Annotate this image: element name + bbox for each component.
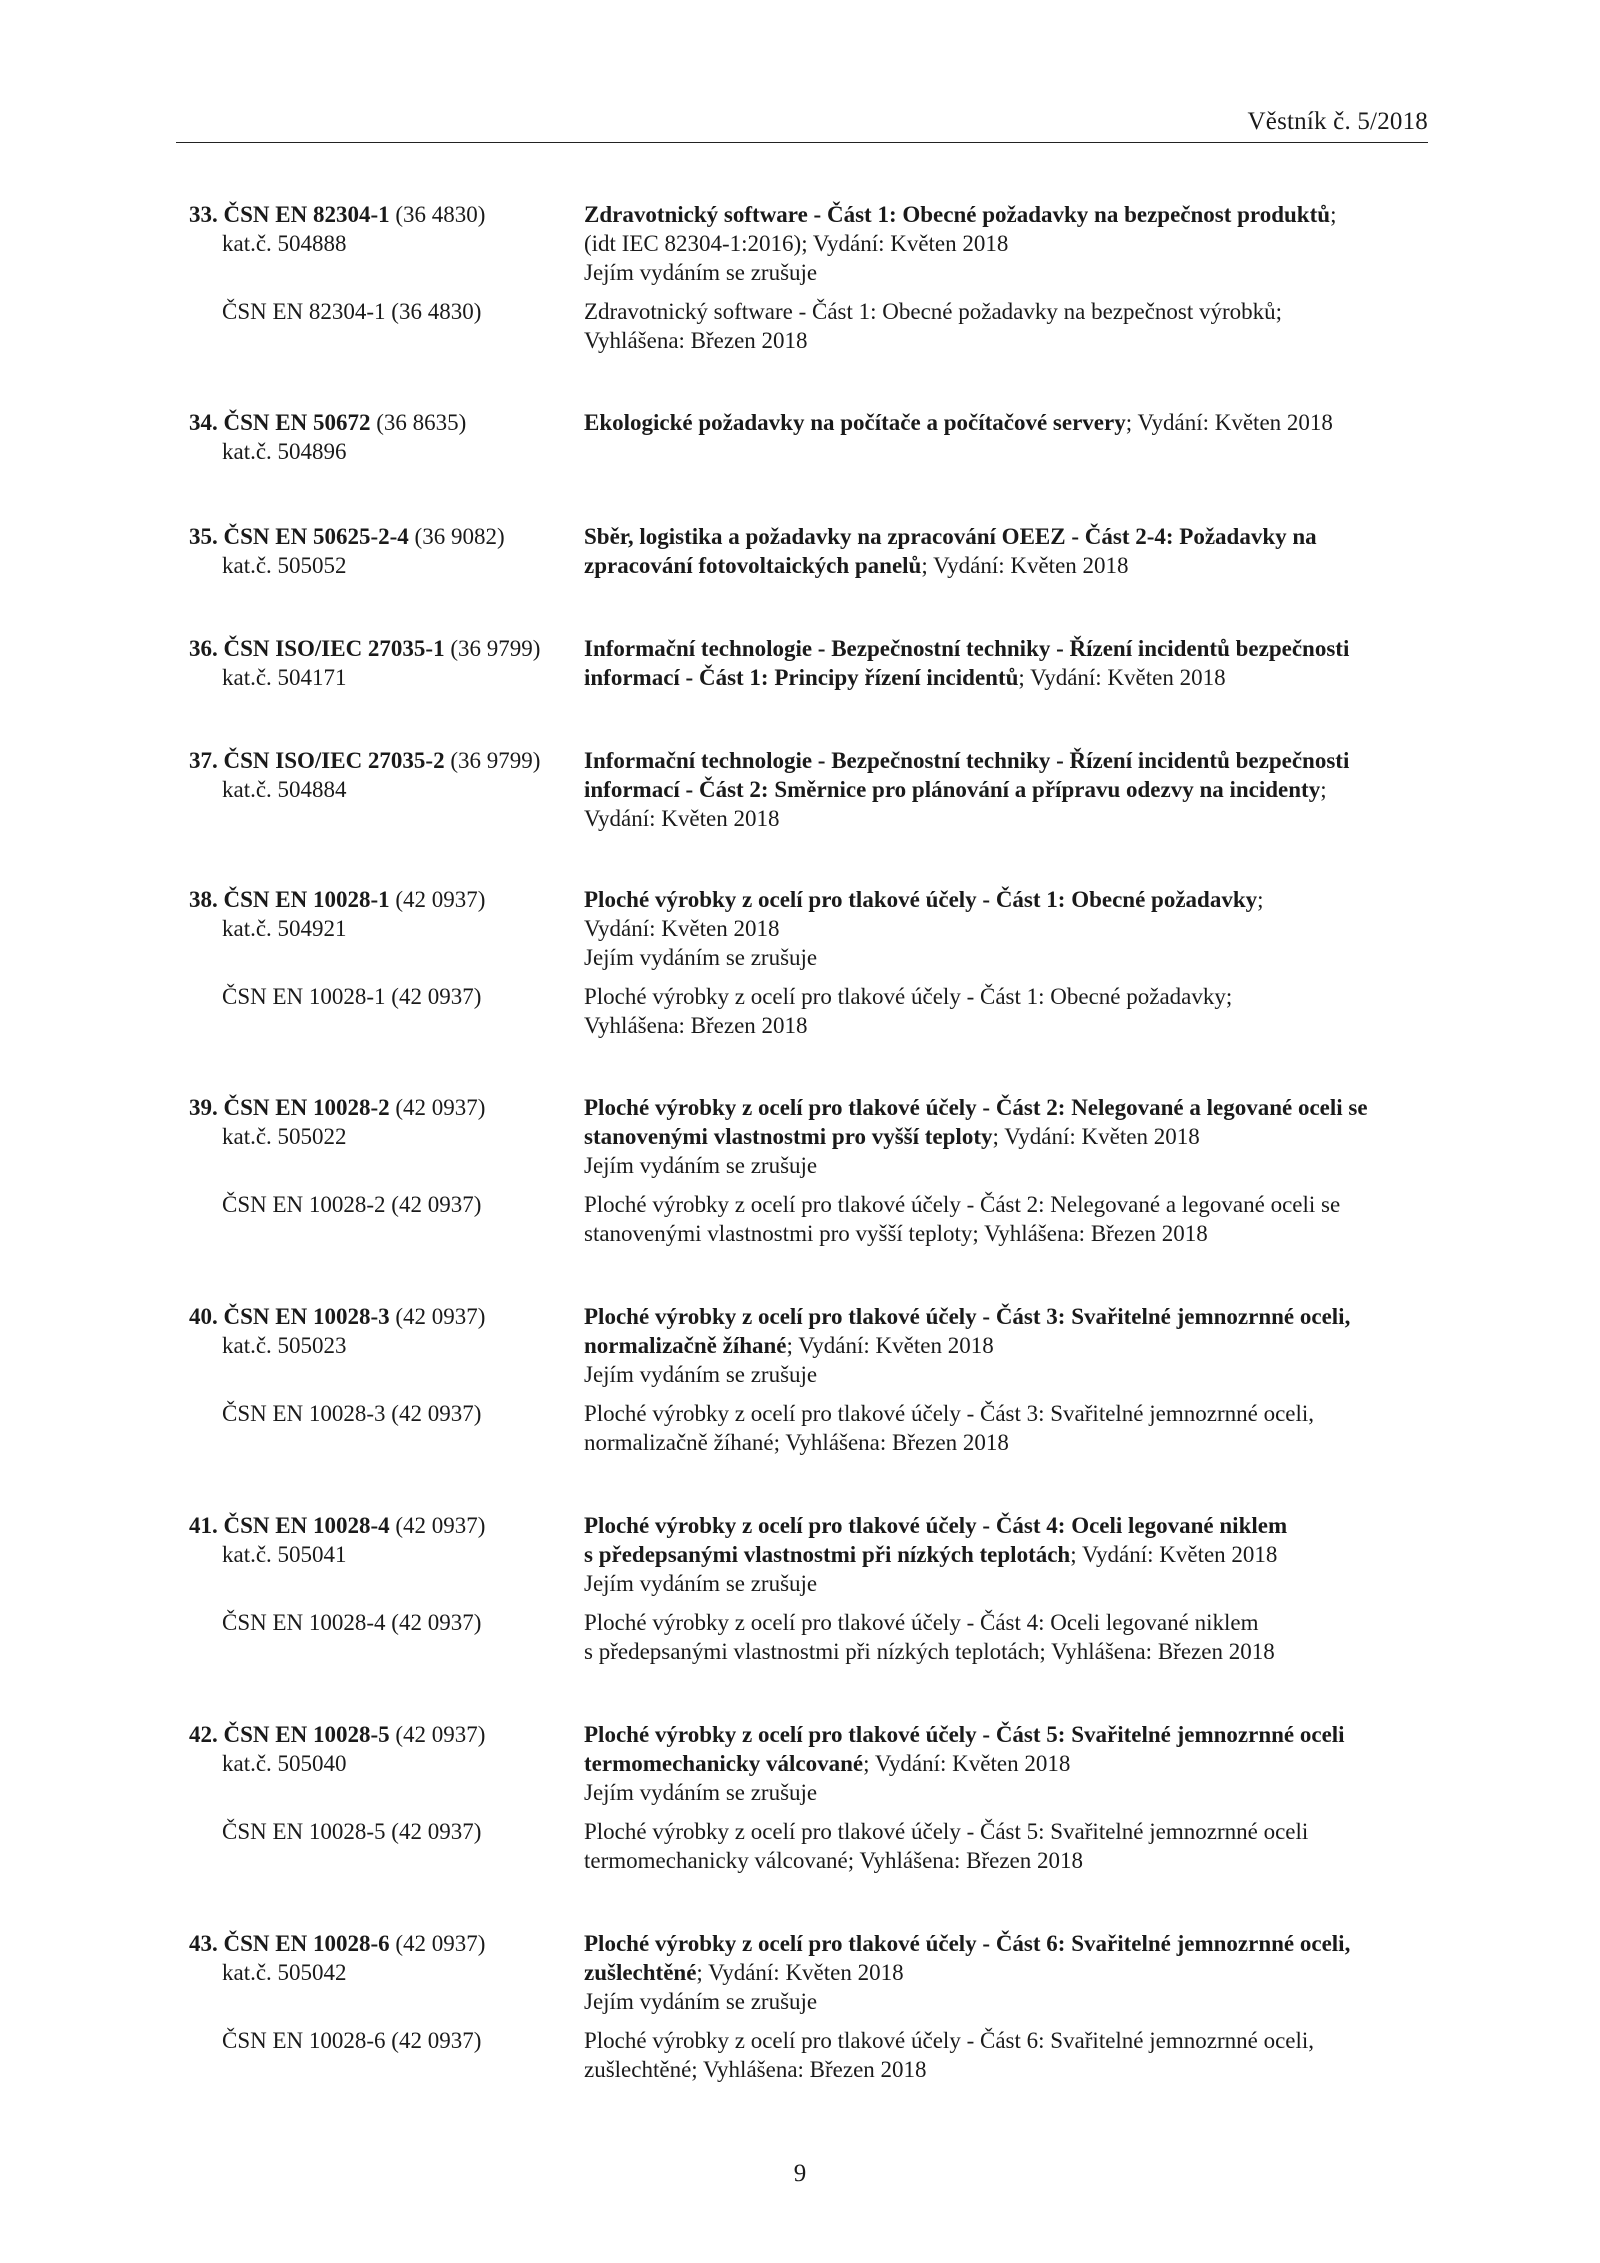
classification-code: (42 0937)	[389, 887, 486, 912]
standard-title-line	[584, 551, 1129, 580]
standard-designation	[189, 1720, 485, 1749]
entry-row	[0, 229, 1600, 258]
standard-code: ČSN EN 10028-5	[223, 1722, 390, 1747]
standard-title: Informační technologie - Bezpečnostní techniky - Řízení incidentů bezpečnosti	[584, 748, 1350, 773]
cancels-note: Jejím vydáním se zrušuje	[584, 1989, 818, 2014]
entry-row	[0, 1190, 1600, 1219]
replaced-standard-code: ČSN EN 82304-1 (36 4830)	[222, 299, 482, 324]
standard-title: zpracování fotovoltaických panelů	[584, 553, 922, 578]
entry-row	[0, 634, 1600, 663]
standard-entry	[0, 200, 1600, 355]
standard-entry	[0, 634, 1600, 692]
entry-spacer	[0, 1807, 1600, 1817]
standard-title: Sběr, logistika a požadavky na zpracování OEEZ - Část 2-4: Požadavky na	[584, 524, 1317, 549]
standard-entry	[0, 1929, 1600, 2084]
standard-title: Informační technologie - Bezpečnostní techniky - Řízení incidentů bezpečnosti	[584, 636, 1350, 661]
entry-row	[0, 914, 1600, 943]
entry-row	[0, 522, 1600, 551]
entry-row	[0, 408, 1600, 437]
entry-number: 40.	[189, 1304, 218, 1329]
standard-code: ČSN EN 10028-2	[223, 1095, 390, 1120]
standard-title-line	[584, 1331, 994, 1360]
entry-row	[0, 1817, 1600, 1846]
edition-info: ; Vydání: Květen 2018	[992, 1124, 1200, 1149]
catalog-number: kat.č. 505042	[222, 1960, 347, 1985]
catalog-number: kat.č. 504921	[222, 916, 347, 941]
standard-title-line	[584, 1093, 1368, 1122]
edition-info: ; Vydání: Květen 2018	[863, 1751, 1071, 1776]
cancels-note: Jejím vydáním se zrušuje	[584, 1571, 818, 1596]
entry-row	[0, 943, 1600, 972]
replaced-standard-title: termomechanicky válcované; Vyhlášena: Březen 2018	[584, 1848, 1084, 1873]
replaced-standard-title: Ploché výrobky z ocelí pro tlakové účely - Část 5: Svařitelné jemnozrnné oceli	[584, 1819, 1309, 1844]
entry-row	[0, 1720, 1600, 1749]
entry-row	[0, 1637, 1600, 1666]
replaced-standard-title: Vyhlášena: Březen 2018	[584, 1013, 808, 1038]
page-number: 9	[793, 2160, 807, 2187]
edition-info: ; Vydání: Květen 2018	[1125, 410, 1333, 435]
standard-code: ČSN EN 10028-6	[223, 1931, 390, 1956]
replaced-standard-title: stanovenými vlastnostmi pro vyšší teploty; Vyhlášena: Březen 2018	[584, 1221, 1208, 1246]
entry-row	[0, 326, 1600, 355]
edition-info: ; Vydání: Květen 2018	[1018, 665, 1226, 690]
entry-row	[0, 1608, 1600, 1637]
entry-row	[0, 1929, 1600, 1958]
entry-row	[0, 297, 1600, 326]
replaced-standard-code: ČSN EN 10028-6 (42 0937)	[222, 2028, 482, 2053]
standard-title: Zdravotnický software - Část 1: Obecné požadavky na bezpečnost produktů	[584, 202, 1331, 227]
entry-number: 42.	[189, 1722, 218, 1747]
catalog-number: kat.č. 505041	[222, 1542, 347, 1567]
standard-entry	[0, 885, 1600, 1040]
standard-title: Ploché výrobky z ocelí pro tlakové účely - Část 3: Svařitelné jemnozrnné oceli,	[584, 1304, 1351, 1329]
replaced-standard-code: ČSN EN 10028-4 (42 0937)	[222, 1610, 482, 1635]
standard-entry	[0, 522, 1600, 580]
replaced-standard-title: normalizačně žíhané; Vyhlášena: Březen 2018	[584, 1430, 1009, 1455]
replaced-standard-title: Ploché výrobky z ocelí pro tlakové účely - Část 1: Obecné požadavky;	[584, 984, 1233, 1009]
standard-title: Ekologické požadavky na počítače a počítačové servery	[584, 410, 1126, 435]
classification-code: (42 0937)	[389, 1304, 486, 1329]
entry-spacer	[0, 1389, 1600, 1399]
entry-number: 39.	[189, 1095, 218, 1120]
standard-code: ČSN EN 10028-4	[223, 1513, 390, 1538]
cancels-note: Jejím vydáním se zrušuje	[584, 945, 818, 970]
entry-spacer	[0, 1598, 1600, 1608]
classification-code: (36 8635)	[370, 410, 467, 435]
entry-spacer	[0, 2016, 1600, 2026]
entry-spacer	[0, 972, 1600, 982]
standard-title: Ploché výrobky z ocelí pro tlakové účely - Část 1: Obecné požadavky	[584, 887, 1258, 912]
standard-title-line	[584, 522, 1317, 551]
standard-designation	[189, 634, 540, 663]
replaced-standard-title: Ploché výrobky z ocelí pro tlakové účely - Část 6: Svařitelné jemnozrnné oceli,	[584, 2028, 1315, 2053]
entry-row	[0, 663, 1600, 692]
entry-row	[0, 804, 1600, 833]
entry-row	[0, 1540, 1600, 1569]
replaced-standard-code: ČSN EN 10028-1 (42 0937)	[222, 984, 482, 1009]
standard-designation	[189, 1929, 485, 1958]
entry-spacer	[0, 1180, 1600, 1190]
standard-title-line	[584, 885, 1264, 914]
standard-code: ČSN EN 50672	[223, 410, 371, 435]
entry-row	[0, 258, 1600, 287]
entry-row	[0, 1399, 1600, 1428]
entry-number: 37.	[189, 748, 218, 773]
replaced-standard-code: ČSN EN 10028-2 (42 0937)	[222, 1192, 482, 1217]
entry-row	[0, 1511, 1600, 1540]
classification-code: (36 4830)	[389, 202, 486, 227]
standard-designation	[189, 408, 466, 437]
standard-entry	[0, 1720, 1600, 1875]
edition-info: ; Vydání: Květen 2018	[1070, 1542, 1278, 1567]
entry-number: 38.	[189, 887, 218, 912]
standard-designation	[189, 1511, 485, 1540]
standard-title: termomechanicky válcované	[584, 1751, 864, 1776]
page-header: Věstník č. 5/2018	[176, 108, 1428, 143]
standard-code: ČSN ISO/IEC 27035-2	[223, 748, 445, 773]
standard-title: stanovenými vlastnostmi pro vyšší teploty	[584, 1124, 993, 1149]
entry-row	[0, 437, 1600, 466]
classification-code: (42 0937)	[389, 1513, 486, 1538]
classification-code: (42 0937)	[389, 1722, 486, 1747]
entry-row	[0, 1331, 1600, 1360]
entry-row	[0, 1569, 1600, 1598]
standard-designation	[189, 746, 540, 775]
standard-designation	[189, 885, 485, 914]
standard-title-line	[584, 1122, 1200, 1151]
standard-entry	[0, 1093, 1600, 1248]
entry-number: 41.	[189, 1513, 218, 1538]
catalog-number: kat.č. 505022	[222, 1124, 347, 1149]
standard-title-line	[584, 200, 1336, 229]
standard-entry	[0, 1302, 1600, 1457]
standard-code: ČSN EN 10028-3	[223, 1304, 390, 1329]
entry-row	[0, 982, 1600, 1011]
entry-number: 33.	[189, 202, 218, 227]
entry-spacer	[0, 287, 1600, 297]
standard-title-line	[584, 1720, 1345, 1749]
edition-info: (idt IEC 82304-1:2016); Vydání: Květen 2018	[584, 231, 1009, 256]
catalog-number: kat.č. 505052	[222, 553, 347, 578]
standard-title-line	[584, 746, 1349, 775]
catalog-number: kat.č. 505023	[222, 1333, 347, 1358]
entry-row	[0, 1360, 1600, 1389]
catalog-number: kat.č. 504884	[222, 777, 347, 802]
standard-title: normalizačně žíhané	[584, 1333, 787, 1358]
standard-title: informací - Část 2: Směrnice pro plánování a přípravu odezvy na incidenty	[584, 777, 1321, 802]
standard-title: Ploché výrobky z ocelí pro tlakové účely - Část 6: Svařitelné jemnozrnné oceli,	[584, 1931, 1351, 1956]
edition-info: Vydání: Květen 2018	[584, 806, 780, 831]
standard-title: Ploché výrobky z ocelí pro tlakové účely - Část 4: Oceli legované niklem	[584, 1513, 1288, 1538]
entry-number: 36.	[189, 636, 218, 661]
edition-info: ; Vydání: Květen 2018	[786, 1333, 994, 1358]
entry-row	[0, 1749, 1600, 1778]
entry-row	[0, 1428, 1600, 1457]
replaced-standard-code: ČSN EN 10028-5 (42 0937)	[222, 1819, 482, 1844]
standard-entry	[0, 746, 1600, 833]
entry-row	[0, 551, 1600, 580]
cancels-note: Jejím vydáním se zrušuje	[584, 1362, 818, 1387]
standard-code: ČSN ISO/IEC 27035-1	[223, 636, 445, 661]
replaced-standard-title: Ploché výrobky z ocelí pro tlakové účely - Část 3: Svařitelné jemnozrnné oceli,	[584, 1401, 1315, 1426]
standard-title: zušlechtěné	[584, 1960, 697, 1985]
entry-row	[0, 1122, 1600, 1151]
replaced-standard-title: Ploché výrobky z ocelí pro tlakové účely - Část 4: Oceli legované niklem	[584, 1610, 1259, 1635]
standard-title: Ploché výrobky z ocelí pro tlakové účely - Část 2: Nelegované a legované oceli se	[584, 1095, 1368, 1120]
entry-row	[0, 2026, 1600, 2055]
standard-designation	[189, 200, 485, 229]
replaced-standard-code: ČSN EN 10028-3 (42 0937)	[222, 1401, 482, 1426]
standard-designation	[189, 1093, 485, 1122]
standard-title: Ploché výrobky z ocelí pro tlakové účely - Část 5: Svařitelné jemnozrnné oceli	[584, 1722, 1345, 1747]
edition-info: ; Vydání: Květen 2018	[696, 1960, 904, 1985]
standard-title-line	[584, 1540, 1277, 1569]
classification-code: (42 0937)	[389, 1931, 486, 1956]
catalog-number: kat.č. 504896	[222, 439, 347, 464]
entry-row	[0, 2055, 1600, 2084]
classification-code: (36 9799)	[444, 636, 541, 661]
standard-title-line	[584, 663, 1226, 692]
catalog-number: kat.č. 505040	[222, 1751, 347, 1776]
edition-info: ;	[1330, 202, 1337, 227]
entry-row	[0, 1846, 1600, 1875]
entry-row	[0, 885, 1600, 914]
entry-number: 34.	[189, 410, 218, 435]
standard-entry	[0, 408, 1600, 466]
standard-title-line	[584, 1749, 1070, 1778]
standard-title-line	[584, 1302, 1350, 1331]
standard-title: informací - Část 1: Principy řízení incidentů	[584, 665, 1019, 690]
entry-row	[0, 775, 1600, 804]
standard-entry	[0, 1511, 1600, 1666]
catalog-number: kat.č. 504888	[222, 231, 347, 256]
standard-title-line	[584, 1958, 904, 1987]
replaced-standard-title: Zdravotnický software - Část 1: Obecné požadavky na bezpečnost výrobků;	[584, 299, 1283, 324]
standard-code: ČSN EN 82304-1	[223, 202, 390, 227]
classification-code: (42 0937)	[389, 1095, 486, 1120]
standard-title-line	[584, 914, 779, 943]
cancels-note: Jejím vydáním se zrušuje	[584, 1780, 818, 1805]
entry-row	[0, 1302, 1600, 1331]
replaced-standard-title: Vyhlášena: Březen 2018	[584, 328, 808, 353]
entry-row	[0, 746, 1600, 775]
edition-info: ; Vydání: Květen 2018	[921, 553, 1129, 578]
replaced-standard-title: s předepsanými vlastnostmi při nízkých teplotách; Vyhlášena: Březen 2018	[584, 1639, 1275, 1664]
entry-row	[0, 1778, 1600, 1807]
entry-row	[0, 1958, 1600, 1987]
replaced-standard-title: Ploché výrobky z ocelí pro tlakové účely - Část 2: Nelegované a legované oceli se	[584, 1192, 1341, 1217]
standard-title-line	[584, 804, 779, 833]
entry-number: 43.	[189, 1931, 218, 1956]
catalog-number: kat.č. 504171	[222, 665, 347, 690]
standard-title-line	[584, 634, 1349, 663]
entry-row	[0, 200, 1600, 229]
cancels-note: Jejím vydáním se zrušuje	[584, 1153, 818, 1178]
standard-title-line	[584, 775, 1327, 804]
entry-row	[0, 1987, 1600, 2016]
edition-info: Vydání: Květen 2018	[584, 916, 780, 941]
standard-designation	[189, 522, 505, 551]
entry-row	[0, 1219, 1600, 1248]
edition-info: ;	[1257, 887, 1264, 912]
standard-code: ČSN EN 10028-1	[223, 887, 390, 912]
entry-number: 35.	[189, 524, 218, 549]
entry-row	[0, 1011, 1600, 1040]
standard-title-line	[584, 1929, 1350, 1958]
entry-row	[0, 1093, 1600, 1122]
standard-title: s předepsanými vlastnostmi při nízkých teplotách	[584, 1542, 1071, 1567]
edition-info: ;	[1320, 777, 1327, 802]
classification-code: (36 9799)	[444, 748, 541, 773]
standard-title-line	[584, 229, 1008, 258]
standard-title-line	[584, 408, 1333, 437]
cancels-note: Jejím vydáním se zrušuje	[584, 260, 818, 285]
standard-title-line	[584, 1511, 1287, 1540]
classification-code: (36 9082)	[408, 524, 505, 549]
standard-designation	[189, 1302, 485, 1331]
entry-row	[0, 1151, 1600, 1180]
standard-code: ČSN EN 50625-2-4	[223, 524, 409, 549]
replaced-standard-title: zušlechtěné; Vyhlášena: Březen 2018	[584, 2057, 927, 2082]
